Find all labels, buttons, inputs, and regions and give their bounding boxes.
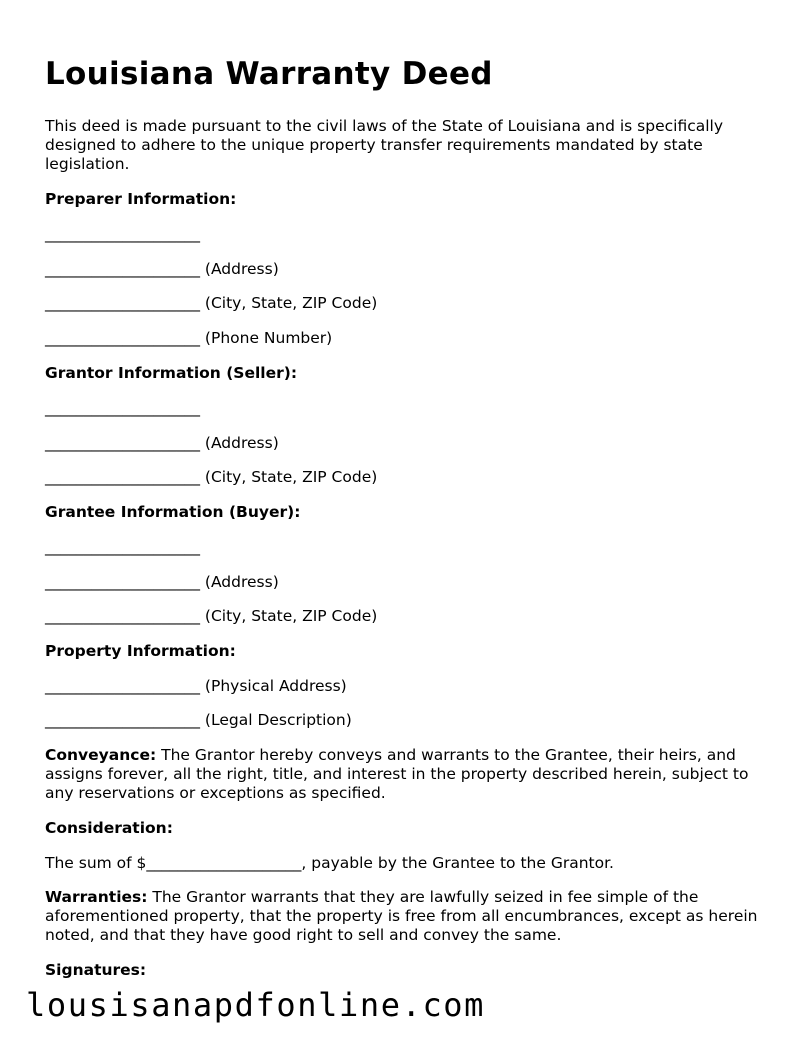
consideration-line[interactable] — [45, 854, 775, 873]
conveyance-paragraph — [45, 746, 775, 803]
grantee-heading: Grantee Information (Buyer): — [45, 503, 301, 521]
grantee-name-line[interactable] — [45, 538, 775, 557]
warranties-text: The Grantor warrants that they are lawfully seized in fee simple of the aforementioned property, that the property is free from all encumbrances, except as herein noted, and that they have good right to sell and convey the same. — [45, 888, 758, 944]
preparer-name-line[interactable] — [45, 225, 775, 244]
document-title: Louisiana Warranty Deed — [45, 56, 493, 92]
blank-line: ____________________ — [45, 260, 200, 278]
blank-line: ____________________ — [45, 329, 200, 347]
conveyance-text: The Grantor hereby conveys and warrants to the Grantee, their heirs, and assigns forever, all the right, title, and interest in the property described herein, subject to any reservations or exceptions as specified. — [45, 746, 749, 802]
preparer-phone-line[interactable] — [45, 329, 775, 348]
property-address-line[interactable] — [45, 677, 775, 696]
field-label: (Legal Description) — [200, 711, 352, 729]
blank-line: ____________________ — [45, 399, 200, 417]
field-label: (Address) — [200, 260, 279, 278]
grantor-city-line[interactable] — [45, 468, 775, 487]
consideration-prefix: The sum of $ — [45, 854, 147, 872]
blank-line: ____________________ — [45, 294, 200, 312]
blank-line: ____________________ — [45, 434, 200, 452]
watermark-url: lousisanapdfonline.com — [26, 986, 486, 1024]
preparer-address-line[interactable] — [45, 260, 775, 279]
property-legal-line[interactable] — [45, 711, 775, 730]
blank-line: ____________________ — [45, 225, 200, 243]
field-label: (City, State, ZIP Code) — [200, 468, 378, 486]
preparer-city-line[interactable] — [45, 294, 775, 313]
field-label: (City, State, ZIP Code) — [200, 607, 378, 625]
grantor-heading: Grantor Information (Seller): — [45, 364, 298, 382]
warranties-label: Warranties: — [45, 888, 148, 906]
consideration-suffix: , payable by the Grantee to the Grantor. — [301, 854, 614, 872]
grantee-city-line[interactable] — [45, 607, 775, 626]
warranties-paragraph — [45, 888, 775, 945]
field-label: (Physical Address) — [200, 677, 347, 695]
intro-paragraph: This deed is made pursuant to the civil laws of the State of Louisiana and is specifically designed to adhere to the unique property transfer requirements mandated by state legislation. — [45, 117, 724, 173]
consideration-heading: Consideration: — [45, 819, 173, 837]
blank-line: ____________________ — [45, 538, 200, 556]
blank-line: ____________________ — [45, 711, 200, 729]
grantor-address-line[interactable] — [45, 434, 775, 453]
property-heading: Property Information: — [45, 642, 236, 660]
blank-line: ____________________ — [45, 468, 200, 486]
field-label: (Phone Number) — [200, 329, 333, 347]
field-label: (Address) — [200, 573, 279, 591]
field-label: (City, State, ZIP Code) — [200, 294, 378, 312]
field-label: (Address) — [200, 434, 279, 452]
blank-line: ____________________ — [45, 607, 200, 625]
preparer-heading: Preparer Information: — [45, 190, 237, 208]
grantor-name-line[interactable] — [45, 399, 775, 418]
blank-line: ____________________ — [45, 677, 200, 695]
conveyance-label: Conveyance: — [45, 746, 157, 764]
blank-line: ____________________ — [45, 573, 200, 591]
amount-blank: ____________________ — [146, 854, 302, 872]
grantee-address-line[interactable] — [45, 573, 775, 592]
signatures-heading: Signatures: — [45, 961, 147, 979]
